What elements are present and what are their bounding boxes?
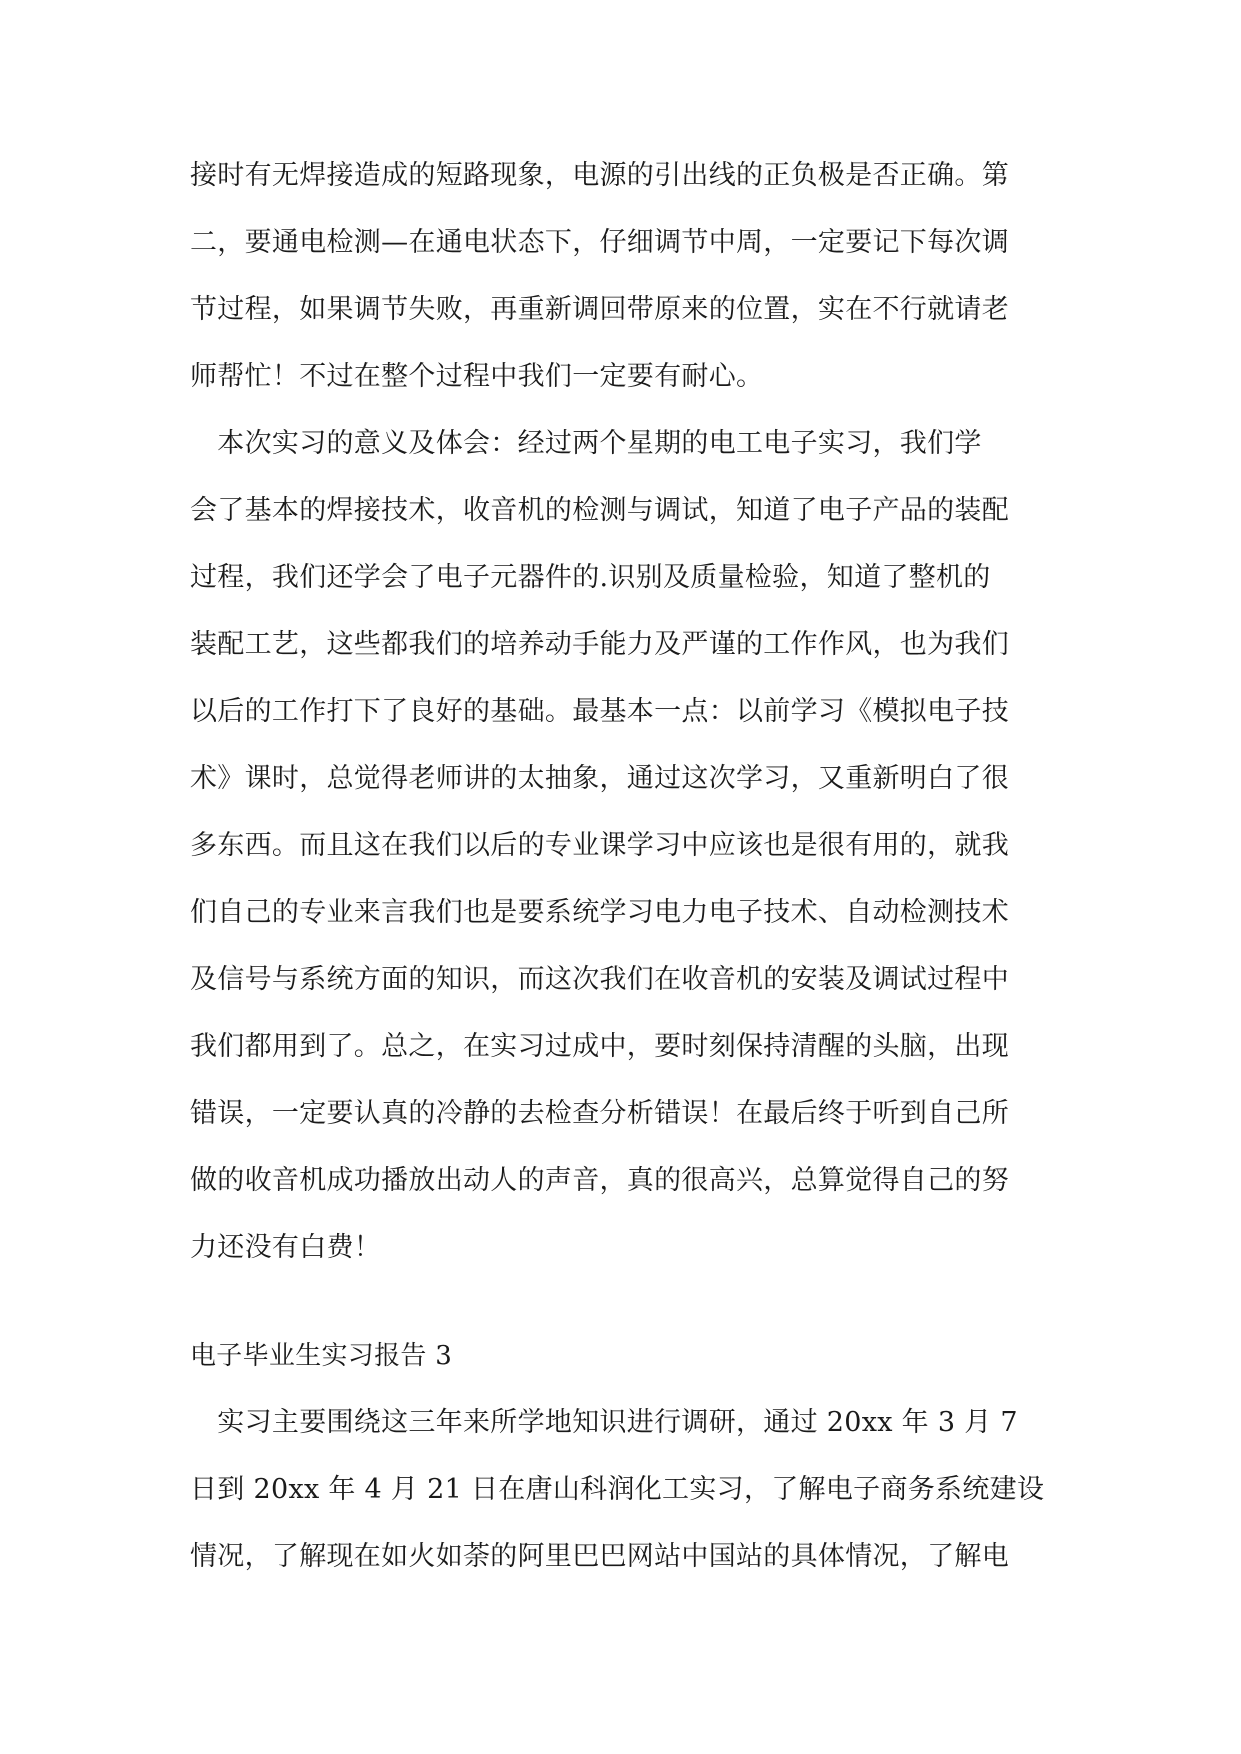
paragraph-3-line-2: 日到 20xx 年 4 月 21 日在唐山科润化工实习，了解电子商务系统建设: [190, 1474, 1045, 1505]
paragraph-1-line-3: 节过程，如果调节失败，再重新调回带原来的位置，实在不行就请老: [190, 294, 1009, 325]
paragraph-1-line-2: 二，要通电检测—在通电状态下，仔细调节中周，一定要记下每次调: [190, 227, 1009, 258]
paragraph-2-line-3: 过程，我们还学会了电子元器件的.识别及质量检验，知道了整机的: [190, 562, 991, 593]
paragraph-2-line-1: 本次实习的意义及体会：经过两个星期的电工电子实习，我们学: [190, 428, 982, 459]
paragraph-2-line-7: 多东西。而且这在我们以后的专业课学习中应该也是很有用的，就我: [190, 830, 1009, 861]
section-heading: 电子毕业生实习报告 3: [190, 1341, 453, 1371]
paragraph-1-line-1: 接时有无焊接造成的短路现象，电源的引出线的正负极是否正确。第: [190, 160, 1009, 191]
paragraph-1-line-4: 师帮忙！不过在整个过程中我们一定要有耐心。: [190, 361, 764, 392]
paragraph-2-line-9: 及信号与系统方面的知识，而这次我们在收音机的安装及调试过程中: [190, 964, 1009, 995]
paragraph-2-line-10: 我们都用到了。总之，在实习过成中，要时刻保持清醒的头脑，出现: [190, 1031, 1009, 1062]
paragraph-2-line-2: 会了基本的焊接技术，收音机的检测与调试，知道了电子产品的装配: [190, 495, 1009, 526]
paragraph-2-line-8: 们自己的专业来言我们也是要系统学习电力电子技术、自动检测技术: [190, 897, 1009, 928]
paragraph-2-line-11: 错误，一定要认真的冷静的去检查分析错误！在最后终于听到自己所: [190, 1098, 1009, 1129]
paragraph-2-line-13: 力还没有白费！: [190, 1232, 382, 1263]
paragraph-2-line-5: 以后的工作打下了良好的基础。最基本一点：以前学习《模拟电子技: [190, 696, 1009, 727]
paragraph-3-line-3: 情况，了解现在如火如荼的阿里巴巴网站中国站的具体情况，了解电: [190, 1541, 1009, 1572]
paragraph-2-line-6: 术》课时，总觉得老师讲的太抽象，通过这次学习，又重新明白了很: [190, 763, 1009, 794]
paragraph-2-line-12: 做的收音机成功播放出动人的声音，真的很高兴，总算觉得自己的努: [190, 1165, 1009, 1196]
paragraph-3-line-1: 实习主要围绕这三年来所学地知识进行调研，通过 20xx 年 3 月 7: [190, 1407, 1018, 1438]
paragraph-2-line-4: 装配工艺，这些都我们的培养动手能力及严谨的工作作风，也为我们: [190, 629, 1009, 660]
